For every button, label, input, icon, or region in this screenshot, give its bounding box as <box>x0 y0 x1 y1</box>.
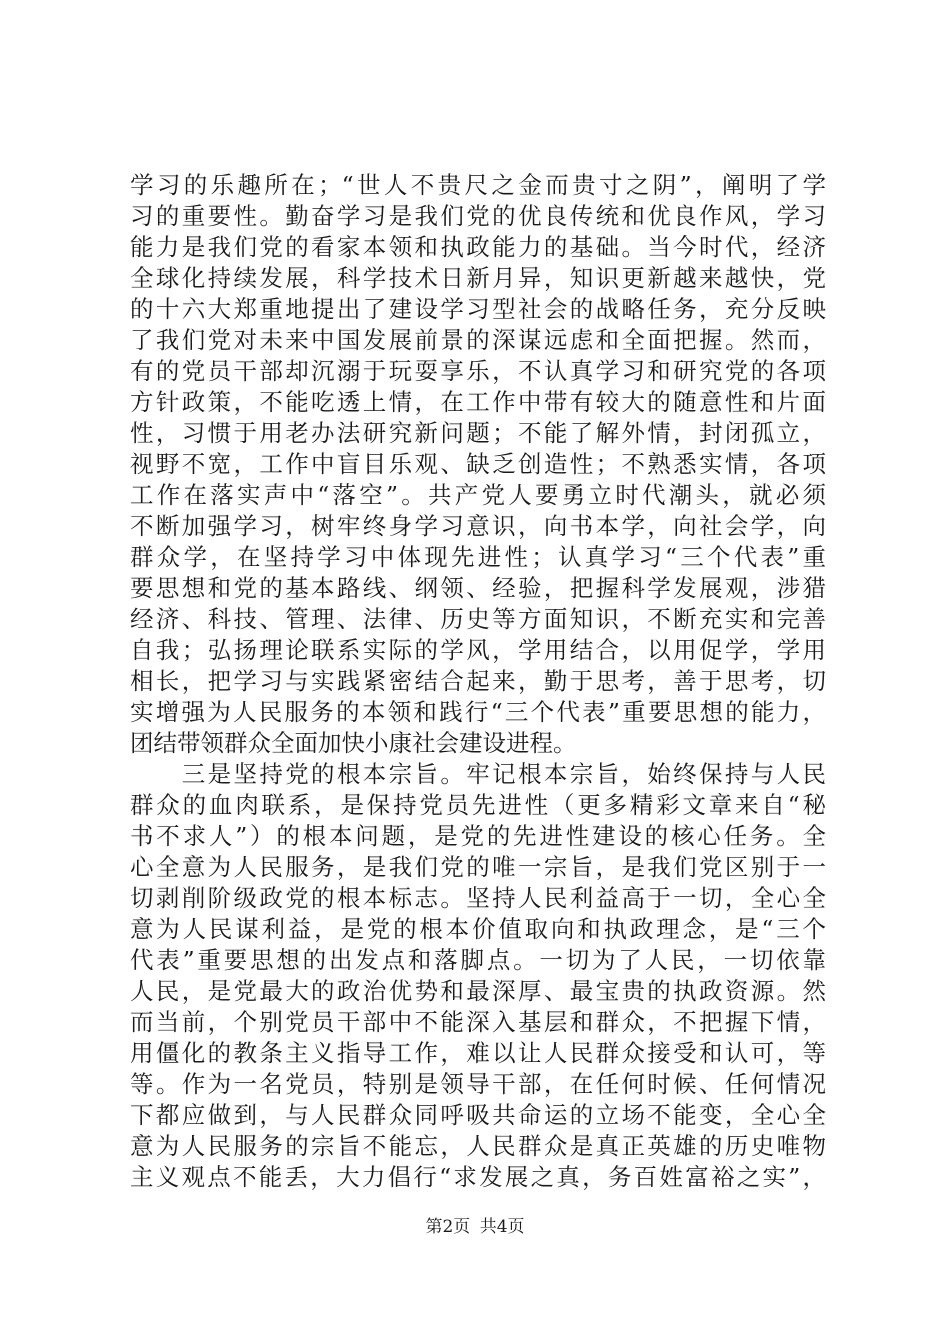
page-number: 第2页 <box>425 1217 471 1237</box>
text-line: 意为人民服务的宗旨不能忘，人民群众是真正英雄的历史唯物 <box>130 1132 826 1160</box>
text-line: 不断加强学习，树牢终身学习意识，向书本学，向社会学，向 <box>130 512 826 540</box>
text-line: 了我们党对未来中国发展前景的深谋远虑和全面把握。然而， <box>130 326 826 354</box>
text-line: 要思想和党的基本路线、纲领、经验，把握科学发展观，涉猎 <box>130 574 826 602</box>
text-line: 自我；弘扬理论联系实际的学风，学用结合，以用促学，学用 <box>130 636 826 664</box>
text-line: 心全意为人民服务，是我们党的唯一宗旨，是我们党区别于一 <box>130 853 826 881</box>
text-line: 工作在落实声中“落空”。共产党人要勇立时代潮头，就必须 <box>130 481 826 509</box>
text-line: 视野不宽，工作中盲目乐观、缺乏创造性；不熟悉实情，各项 <box>130 450 826 478</box>
text-line: 主义观点不能丢，大力倡行“求发展之真，务百姓富裕之实”， <box>130 1163 826 1191</box>
text-line: 而当前，个别党员干部中不能深入基层和群众，不把握下情， <box>130 1008 826 1036</box>
text-line: 三是坚持党的根本宗旨。牢记根本宗旨，始终保持与人民 <box>130 760 826 788</box>
text-line: 相长，把学习与实践紧密结合起来，勤于思考，善于思考，切 <box>130 667 826 695</box>
text-line: 等。作为一名党员，特别是领导干部，在任何时候、任何情况 <box>130 1070 826 1098</box>
page-footer <box>0 1216 950 1238</box>
text-line: 切剥削阶级政党的根本标志。坚持人民利益高于一切，全心全 <box>130 884 826 912</box>
text-line: 方针政策，不能吃透上情，在工作中带有较大的随意性和片面 <box>130 388 826 416</box>
body-text <box>130 170 826 1193</box>
text-line: 群众学，在坚持学习中体现先进性；认真学习“三个代表”重 <box>130 543 826 571</box>
text-line: 有的党员干部却沉溺于玩耍享乐，不认真学习和研究党的各项 <box>130 357 826 385</box>
text-line: 全球化持续发展，科学技术日新月异，知识更新越来越快，党 <box>130 264 826 292</box>
text-line: 学习的乐趣所在；“世人不贵尺之金而贵寸之阴”，阐明了学 <box>130 171 826 199</box>
text-line: 的十六大郑重地提出了建设学习型社会的战略任务，充分反映 <box>130 295 826 323</box>
text-line: 下都应做到，与人民群众同呼吸共命运的立场不能变，全心全 <box>130 1101 826 1129</box>
text-line: 书不求人”）的根本问题，是党的先进性建设的核心任务。全 <box>130 822 826 850</box>
text-line: 性，习惯于用老办法研究新问题；不能了解外情，封闭孤立， <box>130 419 826 447</box>
text-line: 经济、科技、管理、法律、历史等方面知识，不断充实和完善 <box>130 605 826 633</box>
page-total: 共4页 <box>479 1217 525 1237</box>
text-line: 代表”重要思想的出发点和落脚点。一切为了人民，一切依靠 <box>130 946 826 974</box>
text-line: 习的重要性。勤奋学习是我们党的优良传统和优良作风，学习 <box>130 202 826 230</box>
text-line: 团结带领群众全面加快小康社会建设进程。 <box>130 729 577 757</box>
text-line: 能力是我们党的看家本领和执政能力的基础。当今时代，经济 <box>130 233 826 261</box>
text-line: 用僵化的教条主义指导工作，难以让人民群众接受和认可，等 <box>130 1039 826 1067</box>
text-line: 意为人民谋利益，是党的根本价值取向和执政理念，是“三个 <box>130 915 826 943</box>
text-line: 群众的血肉联系，是保持党员先进性（更多精彩文章来自“秘 <box>130 791 826 819</box>
text-line: 实增强为人民服务的本领和践行“三个代表”重要思想的能力， <box>130 698 826 726</box>
text-line: 人民，是党最大的政治优势和最深厚、最宝贵的执政资源。然 <box>130 977 826 1005</box>
